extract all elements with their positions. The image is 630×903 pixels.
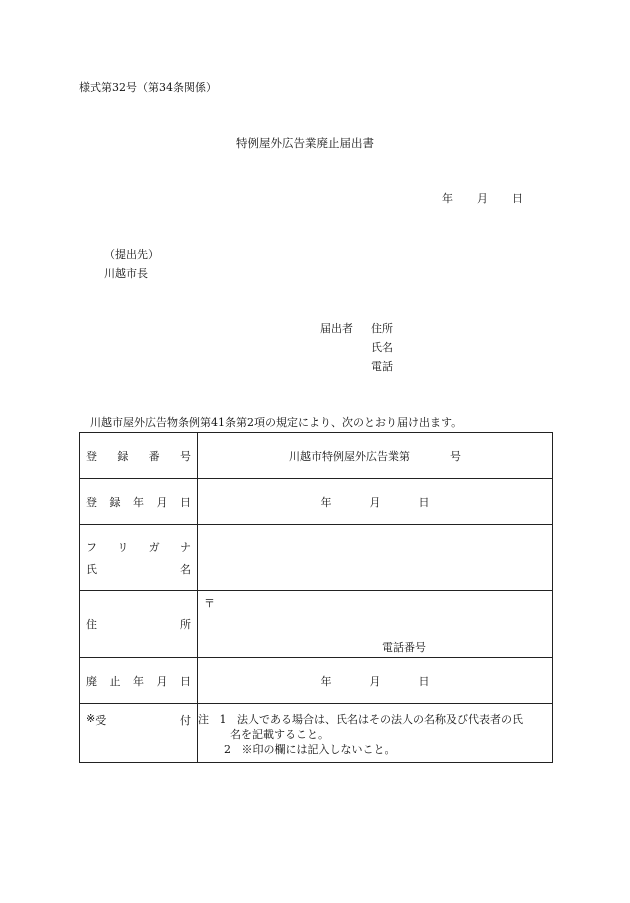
field-registration-date[interactable] xyxy=(198,479,553,525)
row-receipt xyxy=(80,704,553,763)
label-receipt xyxy=(80,704,198,763)
label-char: 名 xyxy=(180,562,191,576)
row-name xyxy=(80,525,553,591)
submitter-role: 届出者 xyxy=(320,322,353,335)
note-1-text: 法人である場合は、氏名はその法人の名称及び代表者の氏 xyxy=(237,713,523,726)
field-name[interactable] xyxy=(198,525,553,591)
row-registration-number xyxy=(80,433,553,479)
label-char: 日 xyxy=(180,674,191,688)
label-char: 住 xyxy=(86,618,97,631)
reg-number-prefix: 川越市特例屋外広告業第 xyxy=(289,449,410,463)
label-char: ガ xyxy=(148,540,160,554)
document-title: 特例屋外広告業廃止届出書 xyxy=(236,136,374,150)
label-char: 月 xyxy=(156,674,168,688)
label-char: 年 xyxy=(133,495,144,509)
label-char: 号 xyxy=(179,449,191,463)
date-year: 年 xyxy=(320,674,332,688)
field-registration-number[interactable] xyxy=(198,433,553,479)
phone-number-label: 電話番号 xyxy=(382,641,426,654)
submitter-name-label: 氏名 xyxy=(371,341,393,354)
date-day: 日 xyxy=(418,674,430,688)
row-registration-date xyxy=(80,479,553,525)
label-abolish-date xyxy=(80,658,198,704)
date-month: 月 xyxy=(477,192,488,205)
date-day: 日 xyxy=(418,495,430,509)
label-char: 年 xyxy=(133,674,144,688)
label-char: 受 xyxy=(95,714,107,727)
note-1-text-cont: 名を記載すること。 xyxy=(230,728,329,741)
row-address xyxy=(80,591,553,658)
label-char: 所 xyxy=(180,618,191,631)
note-1-number: 1 xyxy=(219,713,227,726)
date-month: 月 xyxy=(369,495,381,509)
submission-date xyxy=(442,192,523,206)
notes-head: 注 xyxy=(198,713,209,726)
label-char: フ xyxy=(86,540,97,554)
label-char: 廃 xyxy=(86,674,97,688)
label-char: リ xyxy=(117,540,129,554)
label-char: 登 xyxy=(86,449,97,463)
field-address[interactable] xyxy=(198,591,553,658)
date-year: 年 xyxy=(442,192,453,205)
label-char: 氏 xyxy=(86,562,97,576)
label-registration-number xyxy=(80,433,198,479)
label-char: 番 xyxy=(148,449,160,463)
submitter-address-label: 住所 xyxy=(371,322,393,335)
date-day: 日 xyxy=(512,192,523,205)
form-number: 様式第32号（第34条関係） xyxy=(79,81,217,94)
field-abolish-date[interactable] xyxy=(198,658,553,704)
label-char: 付 xyxy=(180,714,191,727)
recipient-name: 川越市長 xyxy=(104,267,148,280)
label-char: ※ xyxy=(86,712,96,725)
label-registration-date xyxy=(80,479,198,525)
label-char: 登 xyxy=(86,495,97,509)
label-char: 日 xyxy=(180,495,191,509)
reg-number-suffix: 号 xyxy=(450,449,461,463)
note-2-number: 2 xyxy=(224,743,231,756)
label-name xyxy=(80,525,198,591)
note-2-text: ※印の欄には記入しないこと。 xyxy=(241,743,396,756)
row-abolish-date xyxy=(80,658,553,704)
notes xyxy=(198,704,553,763)
postal-mark: 〒 xyxy=(204,597,215,610)
label-char: 止 xyxy=(109,674,121,688)
intro-text: 川越市屋外広告物条例第41条第2項の規定により、次のとおり届け出ます。 xyxy=(90,416,463,429)
recipient-label: （提出先） xyxy=(104,248,159,261)
form-table xyxy=(79,432,553,763)
label-char: 録 xyxy=(109,495,121,509)
label-char: 月 xyxy=(156,495,168,509)
date-year: 年 xyxy=(320,495,332,509)
submitter-phone-label: 電話 xyxy=(371,360,393,373)
date-month: 月 xyxy=(369,674,381,688)
label-address xyxy=(80,591,198,658)
label-char: 録 xyxy=(117,449,129,463)
label-char: ナ xyxy=(179,540,191,554)
